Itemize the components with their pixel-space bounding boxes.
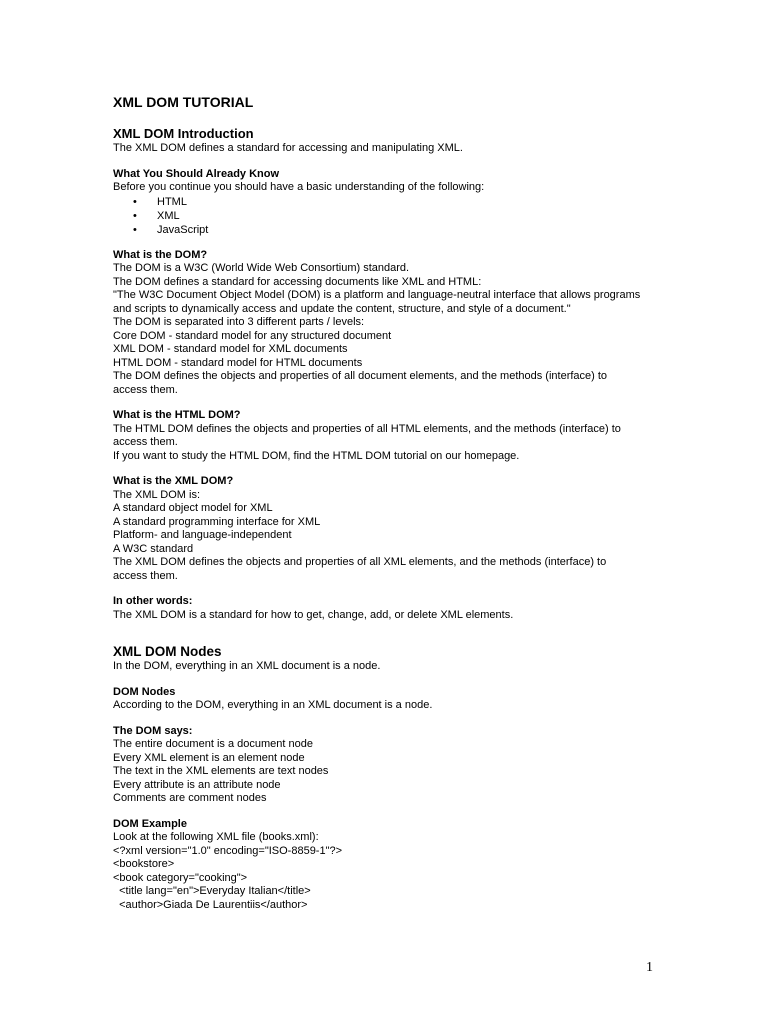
section-heading-introduction: XML DOM Introduction <box>113 126 254 141</box>
html-dom-body <box>113 423 673 464</box>
text-line: access them. <box>113 436 178 448</box>
text-line: The entire document is a document node <box>113 738 313 750</box>
text-line: access them. <box>113 383 178 396</box>
code-line: <author>Giada De Laurentiis</author> <box>113 898 308 911</box>
list-item: • JavaScript <box>113 223 673 237</box>
text-line: Every XML element is an element node <box>113 751 305 764</box>
what-is-dom-body <box>113 262 673 397</box>
text-line: The DOM defines a standard for accessing documents like XML and HTML: <box>113 275 482 288</box>
text-line: Look at the following XML file (books.xml): <box>113 831 319 843</box>
text-line: HTML DOM - standard model for HTML documents <box>113 356 363 369</box>
list-item: • HTML <box>113 195 673 209</box>
subheading-other-words: In other words: <box>113 595 193 607</box>
text-line: A standard object model for XML <box>113 502 273 514</box>
subheading-xml-dom: What is the XML DOM? <box>113 475 234 487</box>
subheading-prerequisites: What You Should Already Know <box>113 167 280 180</box>
text-line: The DOM is separated into 3 different parts / levels: <box>113 316 365 328</box>
text-line: access them. <box>113 569 178 582</box>
code-line: <bookstore> <box>113 858 175 870</box>
text-line: If you want to study the HTML DOM, find the HTML DOM tutorial on our homepage. <box>113 449 520 462</box>
text-line: The XML DOM is a standard for how to get, change, add, or delete XML elements. <box>113 608 514 621</box>
text-line: The text in the XML elements are text nodes <box>113 765 329 777</box>
nodes-intro-text: In the DOM, everything in an XML document is a node. <box>113 660 381 672</box>
dom-example-body <box>113 831 673 912</box>
page-number: 1 <box>646 960 653 975</box>
section-heading-nodes: XML DOM Nodes <box>113 644 222 659</box>
text-line: XML DOM - standard model for XML documents <box>113 343 348 355</box>
text-line: A standard programming interface for XML <box>113 515 321 528</box>
text-line: The HTML DOM defines the objects and properties of all HTML elements, and the methods (interface) to <box>113 422 621 435</box>
dom-says-body <box>113 738 673 806</box>
document-page <box>113 92 673 912</box>
text-line: The XML DOM defines the objects and properties of all XML elements, and the methods (interface) to <box>113 556 607 568</box>
text-line: Comments are comment nodes <box>113 792 267 804</box>
intro-text: The XML DOM defines a standard for accessing and manipulating XML. <box>113 142 463 154</box>
subheading-html-dom: What is the HTML DOM? <box>113 409 241 421</box>
prerequisites-list <box>113 195 673 237</box>
xml-dom-body <box>113 489 673 584</box>
text-line: According to the DOM, everything in an XML document is a node. <box>113 699 433 711</box>
subheading-dom-example: DOM Example <box>113 817 187 830</box>
code-line: <book category="cooking"> <box>113 871 248 884</box>
text-line: The DOM defines the objects and properties of all document elements, and the methods (interface) to <box>113 370 608 382</box>
code-line: <?xml version="1.0" encoding="ISO-8859-1"?> <box>113 844 343 857</box>
text-line: A W3C standard <box>113 542 194 555</box>
code-line: <title lang="en">Everyday Italian</title> <box>113 885 311 897</box>
text-line: The XML DOM is: <box>113 488 200 501</box>
text-line: and scripts to dynamically access and update the content, structure, and style of a document." <box>113 302 571 315</box>
list-item: • XML <box>113 209 673 223</box>
document-title: XML DOM TUTORIAL <box>113 94 254 110</box>
subheading-dom-says: The DOM says: <box>113 724 193 737</box>
subheading-what-is-dom: What is the DOM? <box>113 248 208 261</box>
text-line: Platform- and language-independent <box>113 529 292 541</box>
text-line: Core DOM - standard model for any structured document <box>113 329 392 342</box>
text-line: The DOM is a W3C (World Wide Web Consortium) standard. <box>113 262 410 274</box>
text-line: "The W3C Document Object Model (DOM) is a platform and language-neutral interface that allows programs <box>113 289 641 301</box>
subheading-dom-nodes: DOM Nodes <box>113 685 176 698</box>
prerequisites-text: Before you continue you should have a basic understanding of the following: <box>113 181 485 193</box>
text-line: Every attribute is an attribute node <box>113 778 281 791</box>
